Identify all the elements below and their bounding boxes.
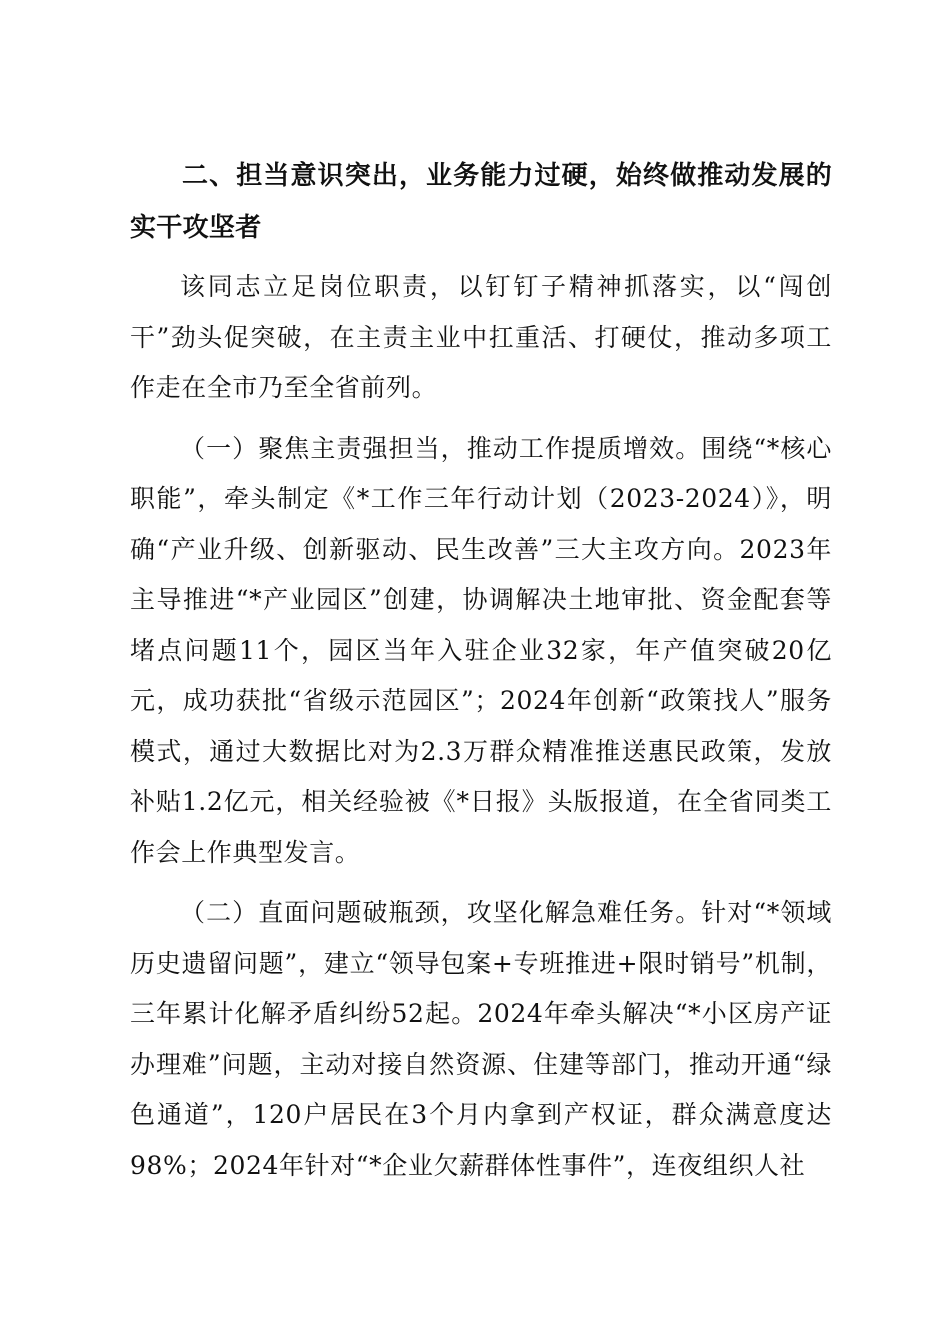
paragraph-item-1: （一）聚焦主责强担当，推动工作提质增效。围绕“*核心职能”，牵头制定《*工作三年行动计划（2023-2024）》，明确“产业升级、创新驱动、民生改善”三大主攻方向。2023年主导推进“*产业园区”创建，协调解决土地审批、资金配套等堵点问题11个，园区当年入驻企业32家，年产值突破20亿元，成功获批“省级示范园区”；2024年创新“政策找人”服务模式，通过大数据比对为2.3万群众精准推送惠民政策，发放补贴1.2亿元，相关经验被《*日报》头版报道，在全省同类工作会上作典型发言。 xyxy=(130,433,832,867)
paragraph-item-2: （二）直面问题破瓶颈，攻坚化解急难任务。针对“*领域历史遗留问题”，建立“领导包案+专班推进+限时销号”机制，三年累计化解矛盾纠纷52起。2024年牵头解决“*小区房产证办理难”问题，主动对接自然资源、住建等部门，推动开通“绿色通道”，120户居民在3个月内拿到产权证，群众满意度达98%；2024年针对“*企业欠薪群体性事件”，连夜组织人社 xyxy=(130,898,832,1180)
paragraph-intro: 该同志立足岗位职责，以钉钉子精神抓落实，以“闯创干”劲头促突破，在主责主业中扛重活、打硬仗，推动多项工作走在全市乃至全省前列。 xyxy=(130,272,832,402)
section-heading: 二、担当意识突出，业务能力过硬，始终做推动发展的实干攻坚者 xyxy=(130,161,832,243)
document-page xyxy=(130,150,832,1201)
